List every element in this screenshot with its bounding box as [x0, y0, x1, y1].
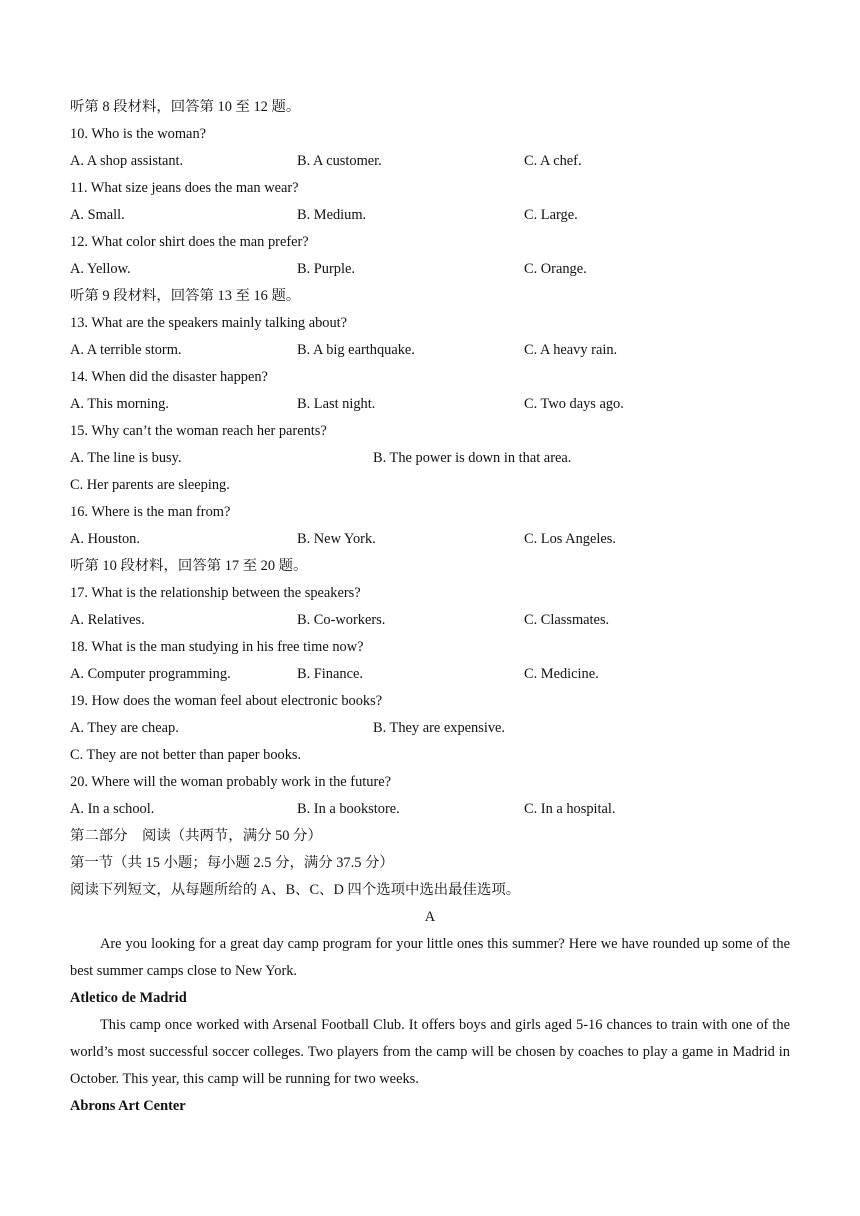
question-18: 18. What is the man studying in his free time now? — [70, 639, 364, 655]
question-14: 14. When did the disaster happen? — [70, 369, 268, 385]
section-instruction: 听第 8 段材料，回答第 10 至 12 题。 — [70, 99, 301, 115]
options-20 — [70, 796, 790, 823]
option-a: A. This morning. — [70, 396, 169, 412]
option-c: C. Large. — [524, 207, 578, 223]
question-16: 16. Where is the man from? — [70, 504, 231, 520]
option-a: A. Yellow. — [70, 261, 131, 277]
option-a: A. They are cheap. — [70, 720, 179, 736]
options-18 — [70, 661, 790, 688]
options-19 — [70, 715, 790, 742]
passage-label: A — [424, 909, 436, 925]
camp-paragraph: This camp once worked with Arsenal Football Club. It offers boys and girls aged 5-16 chances to train with one of the world’s most successful soccer colleges. Two players from the camp will be chosen by coaches to play a game in Madrid in October. This year, this camp will be running for two weeks. — [70, 1017, 790, 1087]
options-11 — [70, 202, 790, 229]
option-b: B. A big earthquake. — [297, 342, 415, 358]
option-b: B. Last night. — [297, 396, 376, 412]
options-17 — [70, 607, 790, 634]
option-c: C. Los Angeles. — [524, 531, 616, 547]
options-13 — [70, 337, 790, 364]
question-15: 15. Why can’t the woman reach her parents? — [70, 423, 327, 439]
options-16 — [70, 526, 790, 553]
option-a: A. In a school. — [70, 801, 155, 817]
option-a: A. Relatives. — [70, 612, 145, 628]
option-c: C. They are not better than paper books. — [70, 747, 302, 763]
question-13: 13. What are the speakers mainly talking about? — [70, 315, 348, 331]
option-b: B. A customer. — [297, 153, 382, 169]
option-a: A. Computer programming. — [70, 666, 231, 682]
options-14 — [70, 391, 790, 418]
option-a: A. Small. — [70, 207, 125, 223]
options-10 — [70, 148, 790, 175]
option-b: B. The power is down in that area. — [373, 450, 572, 466]
option-b: B. New York. — [297, 531, 376, 547]
question-17: 17. What is the relationship between the speakers? — [70, 585, 361, 601]
question-19: 19. How does the woman feel about electronic books? — [70, 693, 383, 709]
section-instruction: 听第 9 段材料，回答第 13 至 16 题。 — [70, 288, 301, 304]
option-b: B. Purple. — [297, 261, 355, 277]
question-10: 10. Who is the woman? — [70, 126, 207, 142]
options-12 — [70, 256, 790, 283]
option-a: A. A terrible storm. — [70, 342, 182, 358]
camp-heading: Atletico de Madrid — [70, 990, 187, 1006]
option-c: C. Two days ago. — [524, 396, 624, 412]
option-c: C. Medicine. — [524, 666, 599, 682]
option-a: A. Houston. — [70, 531, 140, 547]
question-12: 12. What color shirt does the man prefer? — [70, 234, 309, 250]
options-15 — [70, 445, 790, 472]
option-c: C. A heavy rain. — [524, 342, 618, 358]
option-b: B. In a bookstore. — [297, 801, 400, 817]
option-c: C. In a hospital. — [524, 801, 616, 817]
part-heading: 第二部分 阅读（共两节，满分 50 分） — [70, 828, 322, 844]
option-a: A. A shop assistant. — [70, 153, 184, 169]
option-c: C. Classmates. — [524, 612, 610, 628]
question-20: 20. Where will the woman probably work in the future? — [70, 774, 392, 790]
reading-instruction: 阅读下列短文，从每题所给的 A、B、C、D 四个选项中选出最佳选项。 — [70, 882, 521, 898]
option-b: B. Medium. — [297, 207, 367, 223]
option-b: B. They are expensive. — [373, 720, 506, 736]
option-c: C. A chef. — [524, 153, 582, 169]
section-heading: 第一节（共 15 小题；每小题 2.5 分，满分 37.5 分） — [70, 855, 394, 871]
option-a: A. The line is busy. — [70, 450, 182, 466]
exam-page — [70, 94, 790, 1120]
option-c: C. Orange. — [524, 261, 587, 277]
question-11: 11. What size jeans does the man wear? — [70, 180, 299, 196]
option-b: B. Co-workers. — [297, 612, 386, 628]
section-instruction: 听第 10 段材料，回答第 17 至 20 题。 — [70, 558, 308, 574]
option-c: C. Her parents are sleeping. — [70, 477, 230, 493]
option-b: B. Finance. — [297, 666, 363, 682]
intro-paragraph: Are you looking for a great day camp program for your little ones this summer? Here we have rounded up some of the best summer camps close to New York. — [70, 936, 790, 979]
camp-heading: Abrons Art Center — [70, 1098, 186, 1114]
